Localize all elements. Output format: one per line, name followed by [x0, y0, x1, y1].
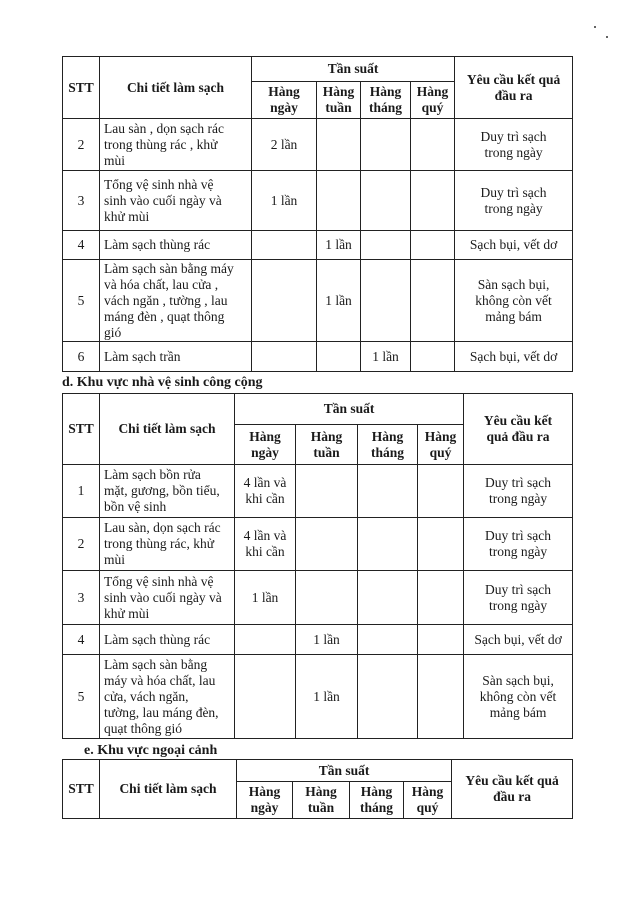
header-stt: STT [63, 760, 100, 819]
cell-result: Duy trì sạch trong ngày [464, 518, 573, 571]
cell-daily [235, 625, 296, 655]
cell-weekly [317, 119, 361, 171]
header-detail: Chi tiết làm sạch [100, 394, 235, 465]
header-quarterly: Hàng quý [411, 82, 455, 119]
cell-stt: 3 [63, 571, 100, 625]
scan-speck [594, 26, 596, 28]
header-stt: STT [63, 57, 100, 119]
cell-monthly [361, 119, 411, 171]
cell-daily [235, 655, 296, 739]
table-row [63, 518, 573, 571]
cell-result: Duy trì sạch trong ngày [464, 465, 573, 518]
cell-detail: Lau sàn, dọn sạch rác trong thùng rác, khử mùi [100, 518, 235, 571]
table-row [63, 571, 573, 625]
cell-monthly [358, 518, 418, 571]
cell-detail: Lau sàn , dọn sạch rác trong thùng rác , khử mùi [100, 119, 252, 171]
cell-quarterly [411, 260, 455, 342]
table-row [63, 655, 573, 739]
cell-daily: 2 lần [252, 119, 317, 171]
scan-speck [606, 36, 608, 38]
header-monthly: Hàng tháng [350, 782, 404, 819]
header-daily: Hàng ngày [252, 82, 317, 119]
cell-detail: Làm sạch sàn bằng máy và hóa chất, lau cửa , vách ngăn , tường , lau máng đèn , quạt thông gió [100, 260, 252, 342]
section-d-title: d. Khu vực nhà vệ sinh công cộng [62, 375, 263, 390]
cell-daily: 4 lần và khi cần [235, 518, 296, 571]
cell-weekly [296, 571, 358, 625]
cell-stt: 3 [63, 171, 100, 231]
header-weekly: Hàng tuần [296, 425, 358, 465]
cell-monthly [358, 465, 418, 518]
header-quarterly: Hàng quý [404, 782, 452, 819]
table-row [63, 625, 573, 655]
header-result: Yêu cầu kết quả đầu ra [452, 760, 573, 819]
cell-quarterly [411, 231, 455, 260]
header-monthly: Hàng tháng [358, 425, 418, 465]
header-daily: Hàng ngày [237, 782, 293, 819]
cell-daily [252, 342, 317, 372]
cell-quarterly [418, 465, 464, 518]
cell-monthly [361, 231, 411, 260]
table-row [63, 231, 573, 260]
cell-stt: 2 [63, 518, 100, 571]
cell-result: Duy trì sạch trong ngày [464, 571, 573, 625]
header-frequency: Tần suất [237, 760, 452, 782]
cell-result: Sạch bụi, vết dơ [464, 625, 573, 655]
cell-weekly [317, 171, 361, 231]
cell-stt: 4 [63, 625, 100, 655]
cell-monthly [358, 625, 418, 655]
cell-monthly [361, 260, 411, 342]
cleaning-table-public-restroom [62, 393, 573, 739]
cell-quarterly [411, 171, 455, 231]
cell-weekly: 1 lần [296, 625, 358, 655]
cleaning-table-previous-section [62, 56, 573, 372]
cell-result: Duy trì sạch trong ngày [455, 119, 573, 171]
cell-quarterly [418, 571, 464, 625]
cell-detail: Làm sạch thùng rác [100, 231, 252, 260]
header-weekly: Hàng tuần [317, 82, 361, 119]
table-row [63, 465, 573, 518]
header-frequency: Tần suất [235, 394, 464, 425]
cell-quarterly [411, 119, 455, 171]
cell-daily [252, 260, 317, 342]
cell-detail: Làm sạch thùng rác [100, 625, 235, 655]
cell-weekly [296, 465, 358, 518]
header-result: Yêu cầu kết quả đầu ra [464, 394, 573, 465]
cell-daily [252, 231, 317, 260]
cell-detail: Làm sạch bồn rửa mặt, gương, bồn tiểu, bồn vệ sinh [100, 465, 235, 518]
header-result: Yêu cầu kết quả đầu ra [455, 57, 573, 119]
header-monthly: Hàng tháng [361, 82, 411, 119]
cell-detail: Làm sạch trần [100, 342, 252, 372]
header-daily: Hàng ngày [235, 425, 296, 465]
cell-stt: 5 [63, 655, 100, 739]
header-detail: Chi tiết làm sạch [100, 57, 252, 119]
header-weekly: Hàng tuần [293, 782, 350, 819]
cell-stt: 6 [63, 342, 100, 372]
cell-stt: 5 [63, 260, 100, 342]
cell-monthly [358, 655, 418, 739]
table-row [63, 171, 573, 231]
cell-quarterly [418, 518, 464, 571]
cell-monthly [358, 571, 418, 625]
cell-monthly: 1 lần [361, 342, 411, 372]
header-frequency: Tần suất [252, 57, 455, 82]
cell-stt: 2 [63, 119, 100, 171]
table-row [63, 119, 573, 171]
cell-detail: Làm sạch sàn bằng máy và hóa chất, lau cửa, vách ngăn, tường, lau máng đèn, quạt thông gió [100, 655, 235, 739]
table-row [63, 342, 573, 372]
cell-result: Sàn sạch bụi, không còn vết mảng bám [455, 260, 573, 342]
cell-daily: 1 lần [235, 571, 296, 625]
cell-quarterly [411, 342, 455, 372]
cell-daily: 1 lần [252, 171, 317, 231]
cell-weekly: 1 lần [317, 260, 361, 342]
cell-weekly [296, 518, 358, 571]
header-quarterly: Hàng quý [418, 425, 464, 465]
cell-result: Duy trì sạch trong ngày [455, 171, 573, 231]
cell-quarterly [418, 655, 464, 739]
section-e-title: e. Khu vực ngoại cảnh [84, 743, 218, 758]
cell-result: Sàn sạch bụi, không còn vết mảng bám [464, 655, 573, 739]
cell-result: Sạch bụi, vết dơ [455, 342, 573, 372]
cell-weekly: 1 lần [317, 231, 361, 260]
cell-stt: 1 [63, 465, 100, 518]
header-stt: STT [63, 394, 100, 465]
cell-detail: Tổng vệ sinh nhà vệ sinh vào cuối ngày và khử mùi [100, 571, 235, 625]
header-detail: Chi tiết làm sạch [100, 760, 237, 819]
cell-weekly: 1 lần [296, 655, 358, 739]
cleaning-table-outdoor [62, 759, 573, 819]
cell-monthly [361, 171, 411, 231]
cell-result: Sạch bụi, vết dơ [455, 231, 573, 260]
cell-detail: Tổng vệ sinh nhà vệ sinh vào cuối ngày và khử mùi [100, 171, 252, 231]
cell-weekly [317, 342, 361, 372]
cell-daily: 4 lần và khi cần [235, 465, 296, 518]
cell-quarterly [418, 625, 464, 655]
cell-stt: 4 [63, 231, 100, 260]
table-row [63, 260, 573, 342]
